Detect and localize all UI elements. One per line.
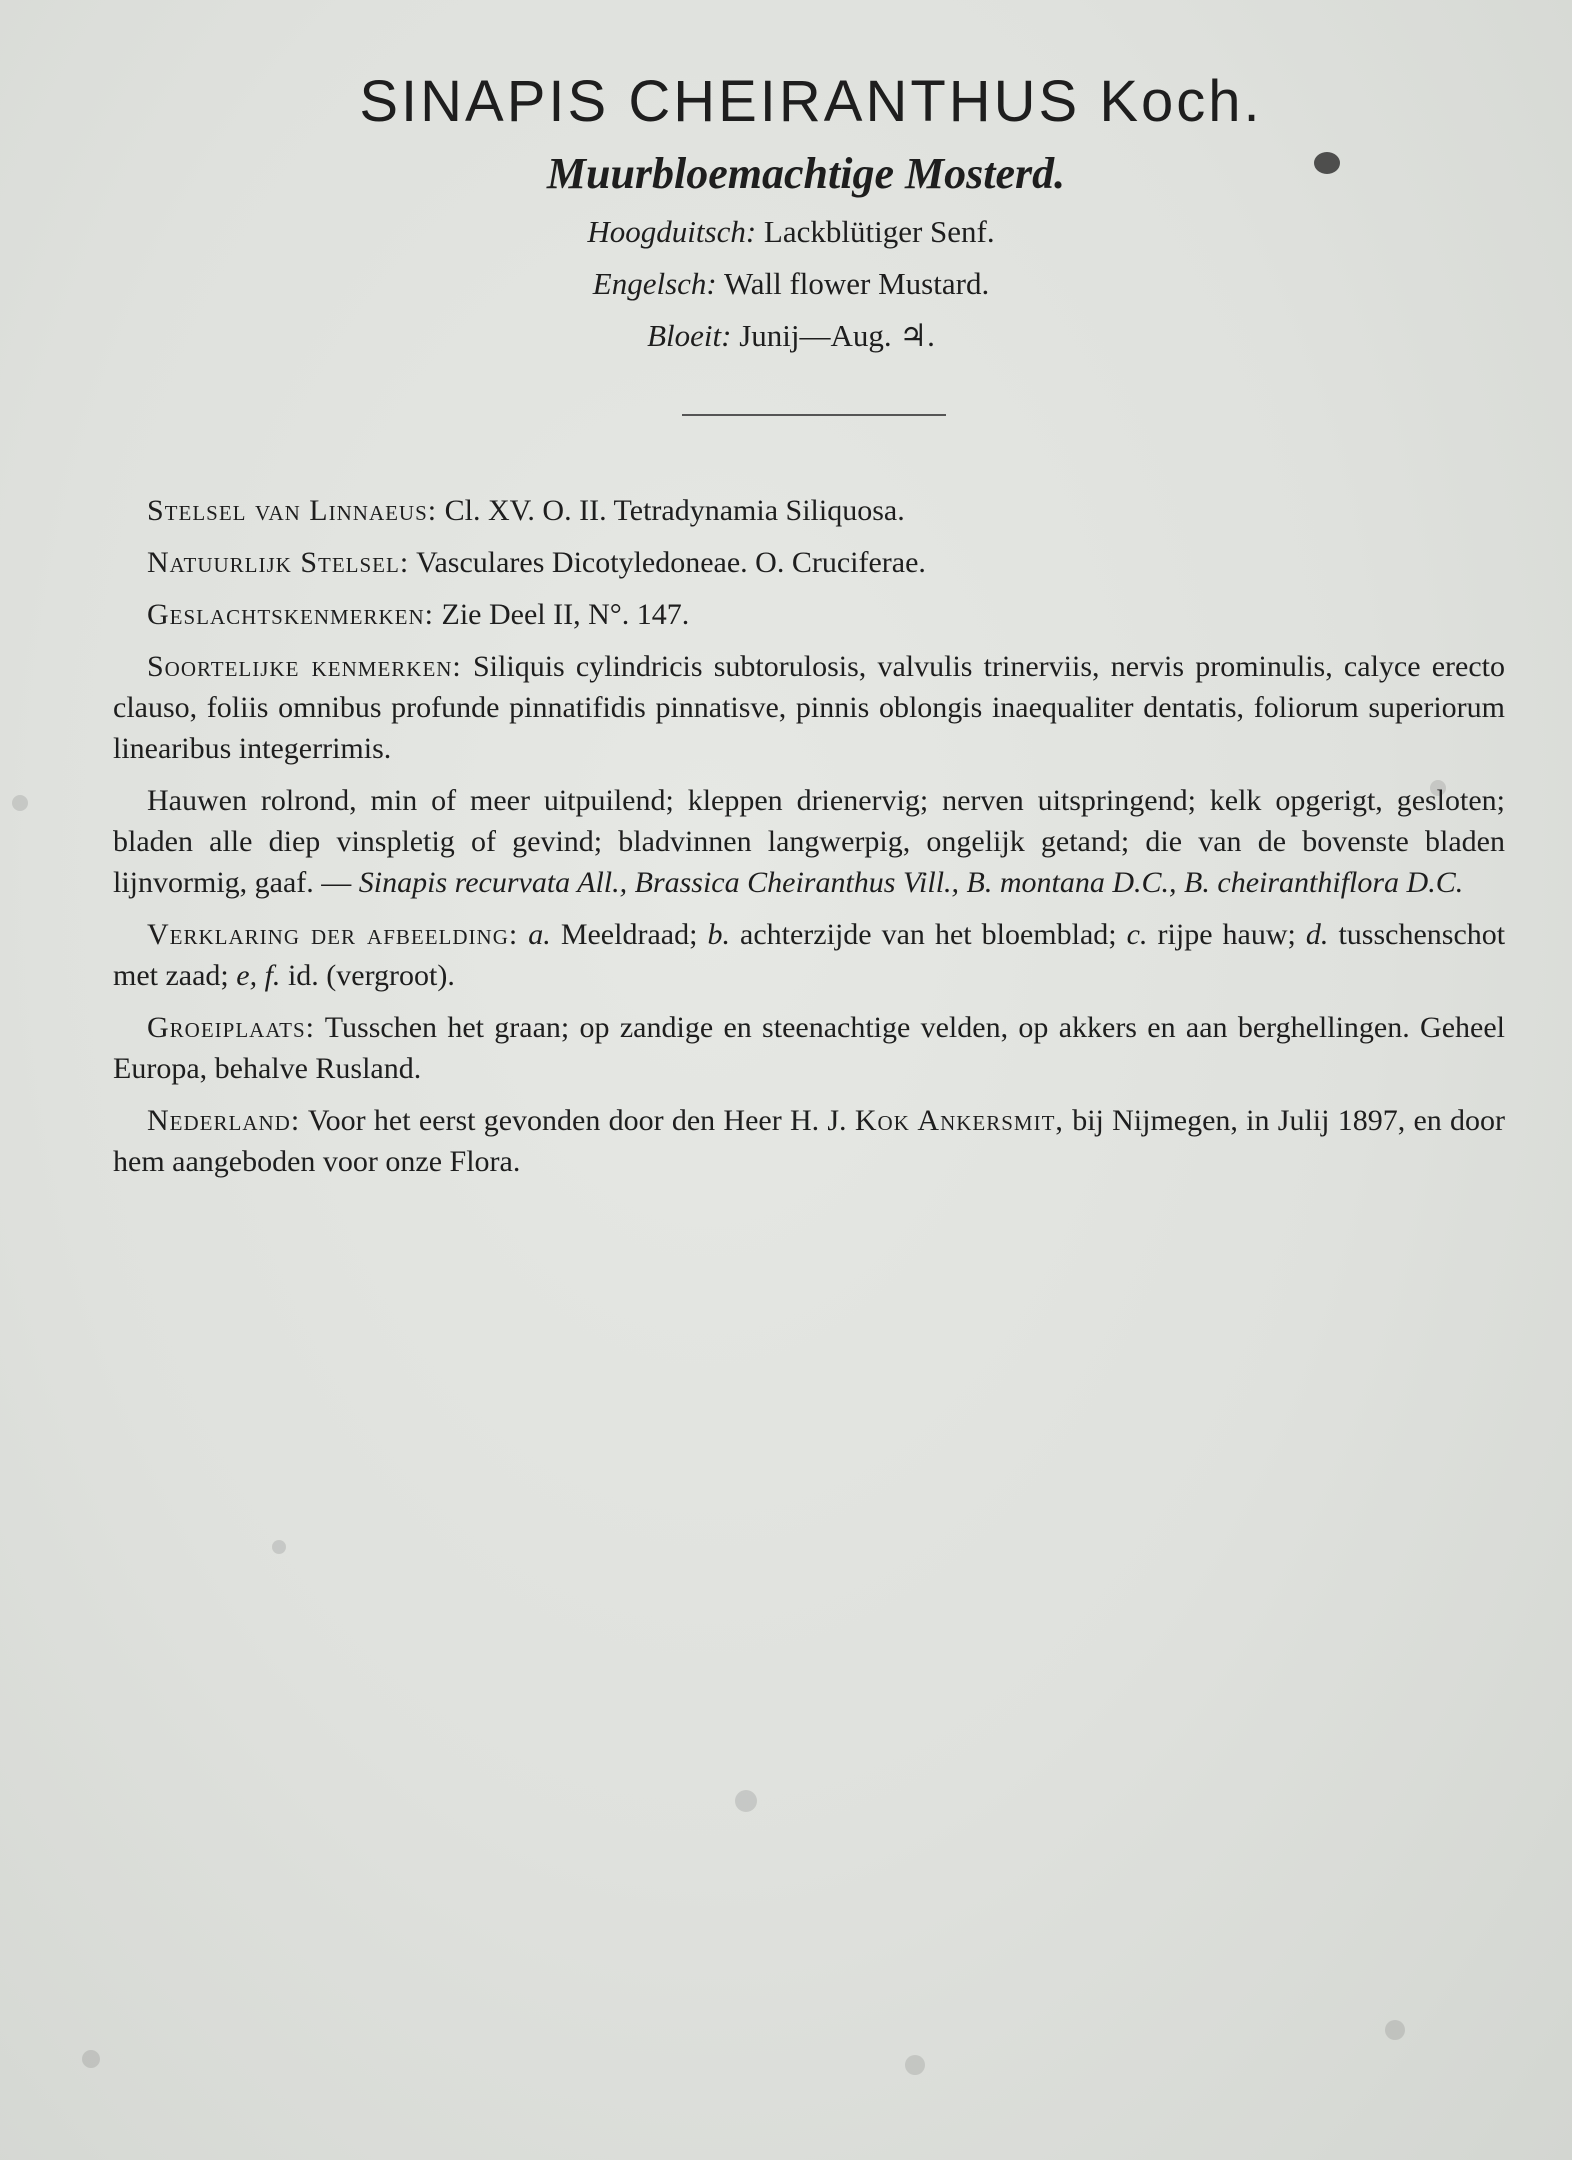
paper-speck [12, 795, 28, 811]
figure-explanation-label: Verklaring der afbeelding: [147, 918, 519, 951]
paper-speck [905, 2055, 925, 2075]
natural-system-text: Vasculares Dicotyledoneae. O. Cruciferae. [416, 546, 926, 579]
bloom-line [10, 310, 1572, 362]
paper-speck [82, 2050, 100, 2068]
natural-system-paragraph [113, 542, 1505, 583]
netherlands-paragraph [113, 1100, 1505, 1182]
genus-paragraph [113, 594, 1505, 635]
title-block [0, 62, 1572, 362]
figure-text-d: tusschenschot met zaad; [113, 918, 1506, 992]
figure-key-b: b. [707, 918, 730, 951]
paper-speck [272, 1540, 286, 1554]
figure-text-a: Meeldraad; [560, 918, 698, 951]
english-name: Wall flower Mustard. [723, 266, 990, 301]
habitat-label: Groeiplaats: [147, 1011, 316, 1044]
habitat-paragraph [113, 1007, 1505, 1089]
figure-text-c: rijpe hauw; [1157, 918, 1296, 951]
figure-key-a: a. [528, 918, 551, 951]
english-name-line [10, 258, 1572, 310]
natural-system-label: Natuurlijk Stelsel: [147, 546, 410, 579]
figure-key-d: d. [1305, 918, 1329, 951]
figure-text-ef: id. (vergroot). [287, 959, 455, 992]
bloom-value: Junij—Aug. ♃. [739, 318, 935, 353]
english-label: Engelsch: [592, 266, 717, 301]
habitat-text: Tusschen het graan; op zandige en steenachtige velden, op akkers en aan berghellingen. Geheel Europa, behalve Rusland. [113, 1011, 1505, 1085]
dutch-name: Muurbloemachtige Mosterd. [546, 149, 1066, 198]
species-characters-text: Siliquis cylindricis subtorulosis, valvulis trinerviis, nervis prominulis, calyce erecto clauso, foliis omnibus profunde pinnatifidis pinnatisve, pinnis oblongis inaequaliter dentatis, foliorum superiorum linearibus integerrimis. [113, 650, 1506, 765]
netherlands-label: Nederland: [147, 1104, 301, 1137]
german-name: Lackblütiger Senf. [763, 214, 995, 249]
netherlands-text-after: bij Nijmegen, in Julij 1897, en door hem aangeboden voor onze Flora. [113, 1104, 1506, 1178]
description-body [113, 490, 1505, 1193]
bloom-label: Bloeit: [647, 318, 732, 353]
species-title: SINAPIS CHEIRANTHUS Koch. [359, 69, 1263, 134]
linnaeus-text: Cl. XV. O. II. Tetradynamia Siliquosa. [444, 494, 905, 527]
figure-text-b: achterzijde van het bloemblad; [740, 918, 1117, 951]
german-label: Hoogduitsch: [587, 214, 757, 249]
netherlands-person: Kok Ankersmit, [854, 1104, 1064, 1137]
genus-text: Zie Deel II, N°. 147. [441, 598, 690, 631]
linnaeus-label: Stelsel van Linnaeus: [147, 494, 438, 527]
genus-label: Geslachtskenmerken: [147, 598, 435, 631]
netherlands-text-before: Voor het eerst gevonden door den Heer H. J. [307, 1104, 847, 1137]
paper-speck [1385, 2020, 1405, 2040]
synonyms-text: Sinapis recurvata All., Brassica Cheiranthus Vill., B. montana D.C., B. cheiranthiflora D.C. [358, 866, 1464, 899]
dutch-description-text: Hauwen rolrond, min of meer uitpuilend; kleppen drienervig; nerven uitspringend; kelk opgerigt, gesloten; bladen alle diep vinspletig of gevind; bladvinnen langwerpig, ongelijk getand; die van de bovenste bladen lijnvormig, gaaf. — [113, 784, 1505, 899]
species-characters-label: Soortelijke kenmerken: [147, 650, 462, 683]
figure-key-c: c. [1126, 918, 1148, 951]
figure-key-ef: e, f. [236, 959, 281, 992]
german-name-line [10, 206, 1572, 258]
paper-speck [735, 1790, 757, 1812]
dutch-description-paragraph [113, 780, 1505, 903]
species-characters-paragraph [113, 646, 1505, 769]
divider-rule [682, 414, 946, 416]
linnaeus-paragraph [113, 490, 1505, 531]
figure-explanation-paragraph [113, 914, 1505, 996]
